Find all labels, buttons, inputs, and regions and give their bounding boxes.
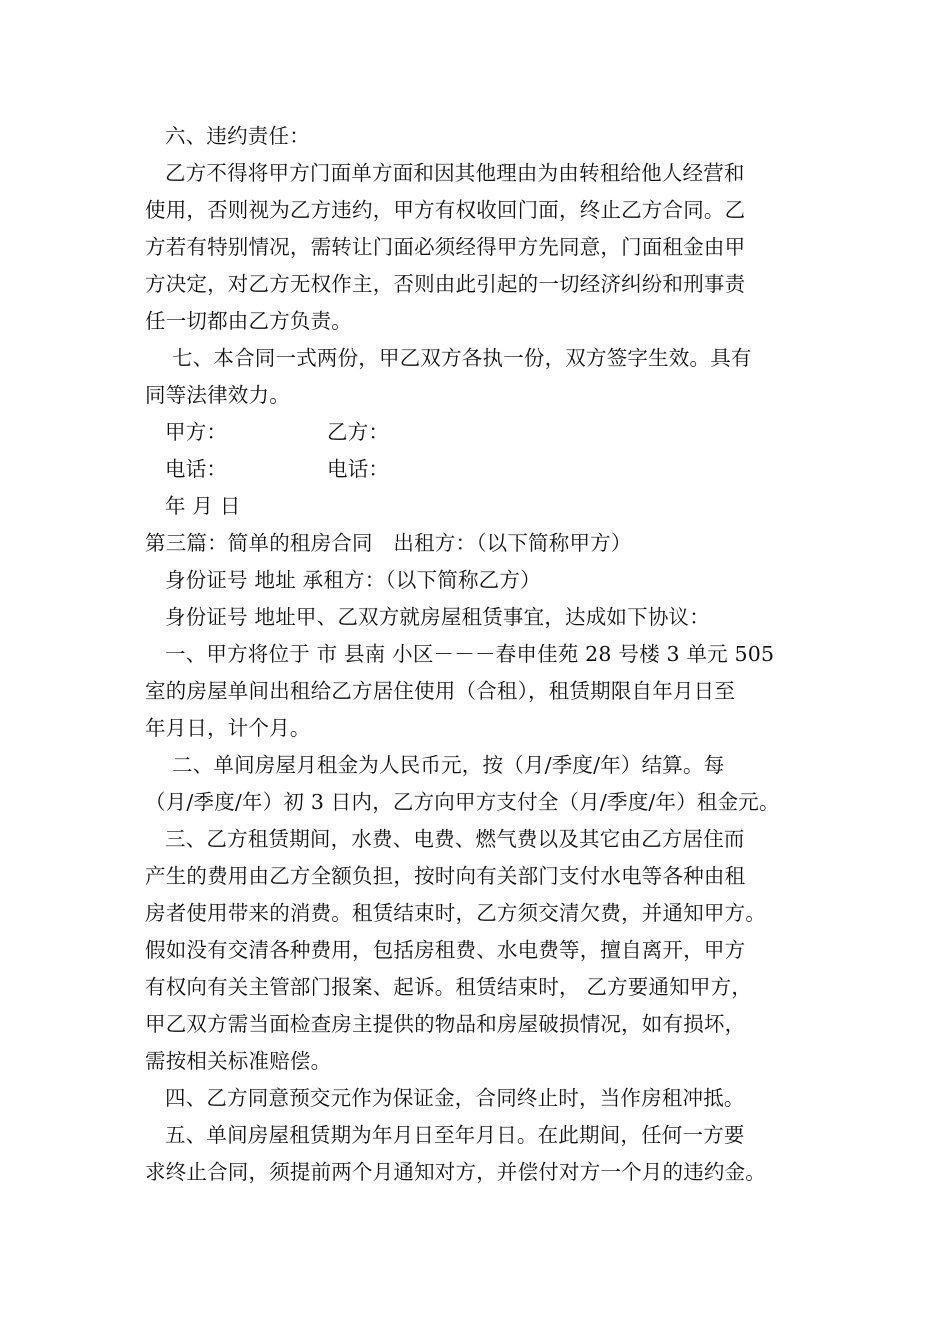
section-title-part-three: 第三篇：简单的租房合同 出租方：（以下简称甲方） bbox=[145, 531, 632, 555]
paragraph-line: 使用，否则视为乙方违约，甲方有权收回门面，终止乙方合同。乙 bbox=[145, 198, 746, 222]
paragraph-line: 四、乙方同意预交元作为保证金，合同终止时，当作房租冲抵。 bbox=[165, 1086, 745, 1110]
paragraph-line: 方决定，对乙方无权作主，否则由此引起的一切经济纠纷和刑事责 bbox=[145, 272, 746, 296]
party-b-label: 乙方： bbox=[327, 420, 390, 444]
phone-row bbox=[165, 455, 390, 483]
paragraph-line: 身份证号 地址 承租方：（以下简称乙方） bbox=[165, 568, 541, 592]
party-a-label: 甲方： bbox=[165, 420, 228, 444]
paragraph-line: 一、甲方将位于 市 县南 小区－－－春申佳苑 28 号楼 3 单元 505 bbox=[165, 642, 775, 666]
paragraph-line: 方若有特别情况，需转让门面必须经得甲方先同意，门面租金由甲 bbox=[145, 235, 746, 259]
paragraph-line: 五、单间房屋租赁期为年月日至年月日。在此期间，任何一方要 bbox=[165, 1123, 745, 1147]
paragraph-line: 同等法律效力。 bbox=[145, 383, 290, 407]
party-a-phone-label: 电话： bbox=[165, 457, 228, 481]
paragraph-line: 甲乙双方需当面检查房主提供的物品和房屋破损情况，如有损坏， bbox=[145, 1012, 746, 1036]
heading-breach-liability: 六、违约责任： bbox=[165, 124, 310, 148]
paragraph-line: 房者使用带来的消费。租赁结束时，乙方须交清欠费，并通知甲方。 bbox=[145, 901, 766, 925]
paragraph-line: 乙方不得将甲方门面单方面和因其他理由为由转租给他人经营和 bbox=[165, 161, 745, 185]
paragraph-line: 产生的费用由乙方全额负担，按时向有关部门支付水电等各种由租 bbox=[145, 864, 746, 888]
paragraph-line: 任一切都由乙方负责。 bbox=[145, 309, 352, 333]
paragraph-line: （月/季度/年）初 3 日内，乙方向甲方支付全（月/季度/年）租金元。 bbox=[145, 790, 780, 814]
paragraph-line: 求终止合同，须提前两个月通知对方，并偿付对方一个月的违约金。 bbox=[145, 1160, 766, 1184]
date-line: 年 月 日 bbox=[165, 494, 241, 518]
paragraph-line: 七、本合同一式两份，甲乙双方各执一份，双方签字生效。具有 bbox=[172, 346, 752, 370]
paragraph-line: 室的房屋单间出租给乙方居住使用（合租），租赁期限自年月日至 bbox=[145, 679, 736, 703]
paragraph-line: 二、单间房屋月租金为人民币元，按（月/季度/年）结算。每 bbox=[172, 753, 725, 777]
signature-row bbox=[165, 418, 390, 446]
paragraph-line: 有权向有关主管部门报案、起诉。租赁结束时， 乙方要通知甲方， bbox=[145, 975, 753, 999]
paragraph-line: 三、乙方租赁期间，水费、电费、燃气费以及其它由乙方居住而 bbox=[165, 827, 745, 851]
paragraph-line: 假如没有交清各种费用，包括房租费、水电费等，擅自离开，甲方 bbox=[145, 938, 746, 962]
paragraph-line: 需按相关标准赔偿。 bbox=[145, 1049, 332, 1073]
paragraph-line: 身份证号 地址甲、乙双方就房屋租赁事宜，达成如下协议： bbox=[165, 605, 710, 629]
paragraph-line: 年月日，计个月。 bbox=[145, 716, 311, 740]
party-b-phone-label: 电话： bbox=[327, 457, 390, 481]
